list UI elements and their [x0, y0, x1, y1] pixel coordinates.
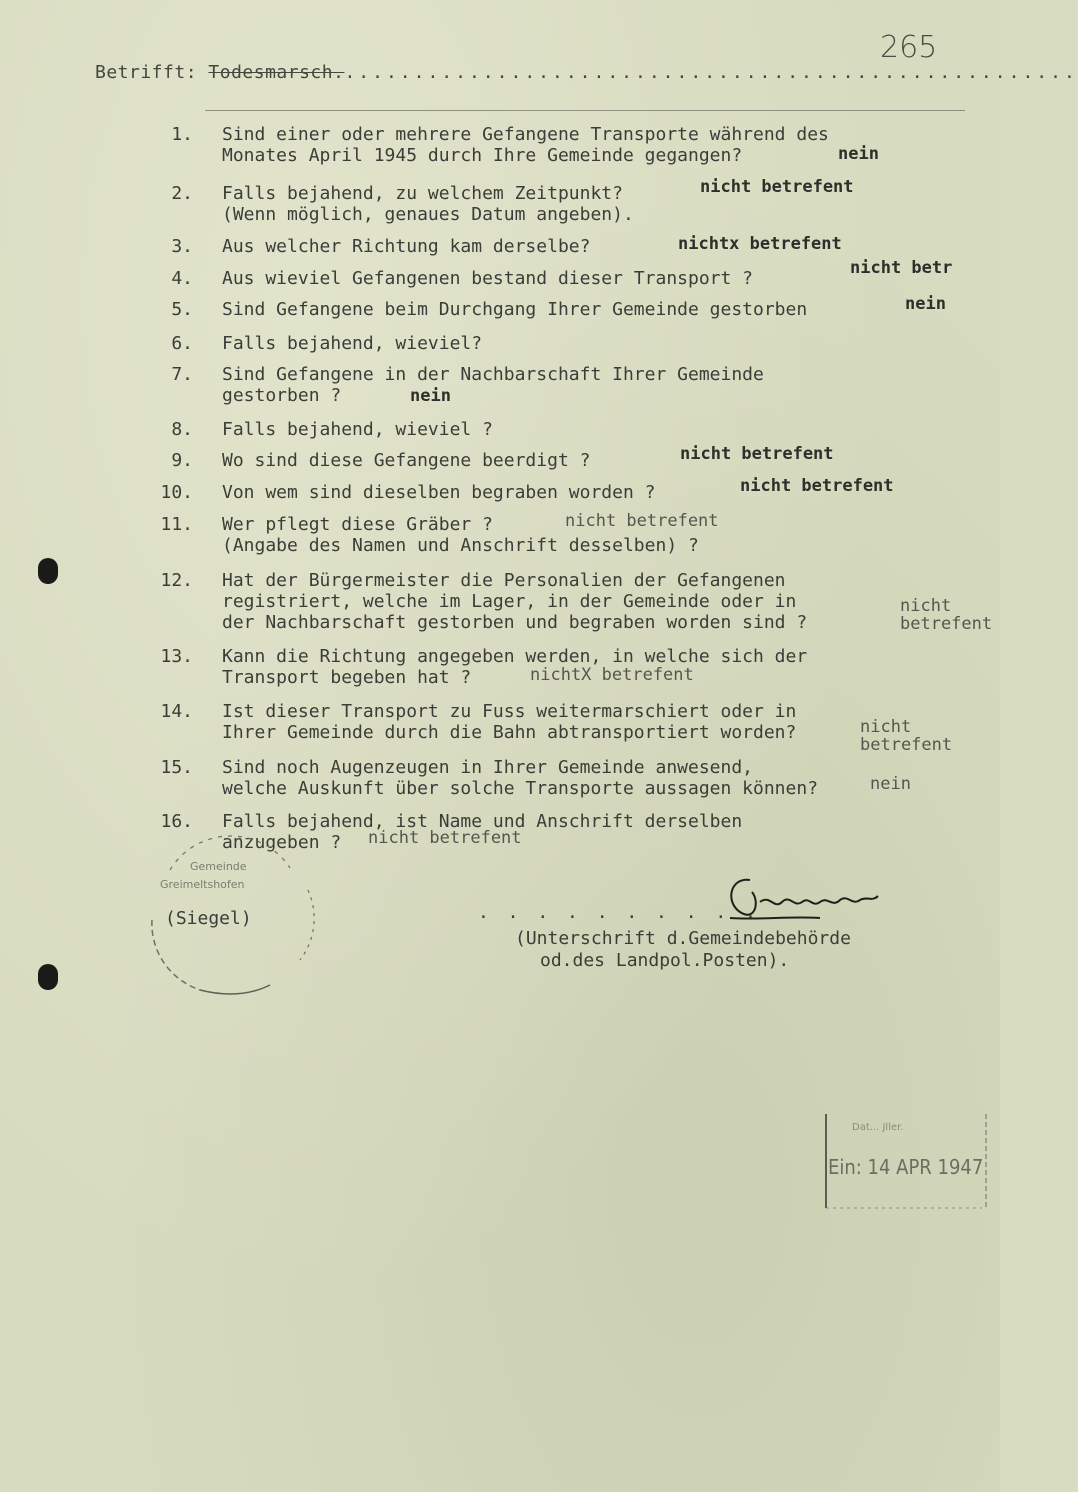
question-line: Sind Gefangene in der Nachbarschaft Ihrer Gemeinde	[222, 364, 764, 385]
answer-text: nicht betrefent	[700, 177, 854, 197]
subject-dots: .....................................................	[344, 62, 1078, 83]
question-line: Kann die Richtung angegeben werden, in welche sich der	[222, 646, 808, 667]
signature-scrawl-text: Gormann	[700, 872, 705, 873]
page-number: 265	[880, 30, 938, 65]
question-line: Von wem sind dieselben begraben worden ?	[222, 482, 656, 503]
question-text	[222, 646, 807, 688]
question-line: Sind noch Augenzeugen in Ihrer Gemeinde anwesend,	[222, 757, 754, 778]
question-number: 7.	[171, 364, 193, 385]
question-text	[222, 268, 753, 289]
question-line: registriert, welche im Lager, in der Gemeinde oder in	[222, 591, 797, 612]
question-number: 16.	[160, 811, 193, 832]
question-text	[222, 236, 590, 257]
signature-caption-line1: (Unterschrift d.Gemeindebehörde	[515, 928, 851, 949]
question-text	[222, 299, 807, 320]
answer-text: nicht betrefent	[740, 476, 894, 496]
punch-hole-top	[38, 558, 58, 584]
question-text	[222, 333, 482, 354]
signature-dots: . . . . . . . . . .	[478, 902, 760, 923]
question-number: 8.	[171, 419, 193, 440]
question-line: Wer pflegt diese Gräber ?	[222, 514, 493, 535]
question-line: Ist dieser Transport zu Fuss weitermarschiert oder in	[222, 701, 797, 722]
subject-line	[95, 62, 1078, 83]
received-stamp-top: Dat... Jller.	[852, 1122, 904, 1133]
question-text	[222, 757, 818, 799]
question-line: Monates April 1945 durch Ihre Gemeinde gegangen?	[222, 145, 743, 166]
question-line: Ihrer Gemeinde durch die Bahn abtransportiert worden?	[222, 722, 797, 743]
question-line: Sind einer oder mehrere Gefangene Transporte während des	[222, 124, 829, 145]
question-number: 4.	[171, 268, 193, 289]
question-text	[222, 570, 807, 633]
question-number: 2.	[171, 183, 193, 204]
question-line: Falls bejahend, zu welchem Zeitpunkt?	[222, 183, 623, 204]
subject-label: Betrifft:	[95, 62, 198, 83]
subject-value: Todesmarsch.	[208, 62, 345, 83]
question-line: Sind Gefangene beim Durchgang Ihrer Gemeinde gestorben	[222, 299, 808, 320]
question-line: gestorben ?	[222, 385, 342, 406]
question-text	[222, 701, 796, 743]
header-rule	[205, 110, 965, 111]
signature-caption-line2: od.des Landpol.Posten).	[540, 950, 790, 971]
answer-text: nein	[838, 144, 879, 164]
seal-label: (Siegel)	[165, 908, 252, 929]
question-text	[222, 450, 590, 471]
answer-text: nein	[905, 294, 946, 314]
seal-ring-text-top: Gemeinde	[190, 860, 247, 873]
question-number: 3.	[171, 236, 193, 257]
question-number: 5.	[171, 299, 193, 320]
answer-text: nichtX betrefent	[530, 665, 694, 685]
question-line: (Wenn möglich, genaues Datum angeben).	[222, 204, 634, 225]
question-line: Falls bejahend, ist Name und Anschrift derselben	[222, 811, 743, 832]
question-text	[222, 124, 829, 166]
question-line: Aus wieviel Gefangenen bestand dieser Transport ?	[222, 268, 754, 289]
question-line: Wo sind diese Gefangene beerdigt ?	[222, 450, 591, 471]
answer-text: nichtx betrefent	[678, 234, 842, 254]
answer-text: nein	[410, 386, 451, 406]
question-line: der Nachbarschaft gestorben und begraben worden sind ?	[222, 612, 808, 633]
answer-text: nicht betrefent	[368, 828, 522, 848]
question-line: Aus welcher Richtung kam derselbe?	[222, 236, 591, 257]
question-number: 11.	[160, 514, 193, 535]
seal-ring-text-mid: Greimeltshofen	[160, 878, 245, 891]
question-number: 14.	[160, 701, 193, 722]
signature-scrawl	[700, 872, 910, 932]
question-line: Falls bejahend, wieviel?	[222, 333, 483, 354]
answer-text: nicht betrefent	[680, 444, 834, 464]
question-number: 1.	[171, 124, 193, 145]
question-line: Hat der Bürgermeister die Personalien der Gefangenen	[222, 570, 786, 591]
question-line: welche Auskunft über solche Transporte aussagen können?	[222, 778, 819, 799]
question-line: (Angabe des Namen und Anschrift desselben) ?	[222, 535, 699, 556]
answer-text: nicht betrefent	[860, 717, 953, 755]
answer-text: nicht betr	[850, 258, 953, 278]
question-text	[222, 364, 764, 406]
question-line: anzugeben ?	[222, 832, 342, 853]
question-number: 13.	[160, 646, 193, 667]
received-stamp-date: Ein: 14 APR 1947	[828, 1155, 984, 1179]
question-number: 10.	[160, 482, 193, 503]
question-number: 15.	[160, 757, 193, 778]
answer-text: nicht betrefent	[565, 511, 719, 531]
question-number: 9.	[171, 450, 193, 471]
question-line: Transport begeben hat ?	[222, 667, 472, 688]
question-number: 12.	[160, 570, 193, 591]
punch-hole-bottom	[38, 964, 58, 990]
question-text	[222, 419, 493, 440]
answer-text: nicht betrefent	[900, 596, 993, 634]
answer-text: nein	[870, 774, 911, 794]
question-text	[222, 482, 655, 503]
question-line: Falls bejahend, wieviel ?	[222, 419, 493, 440]
question-text	[222, 183, 634, 225]
question-number: 6.	[171, 333, 193, 354]
